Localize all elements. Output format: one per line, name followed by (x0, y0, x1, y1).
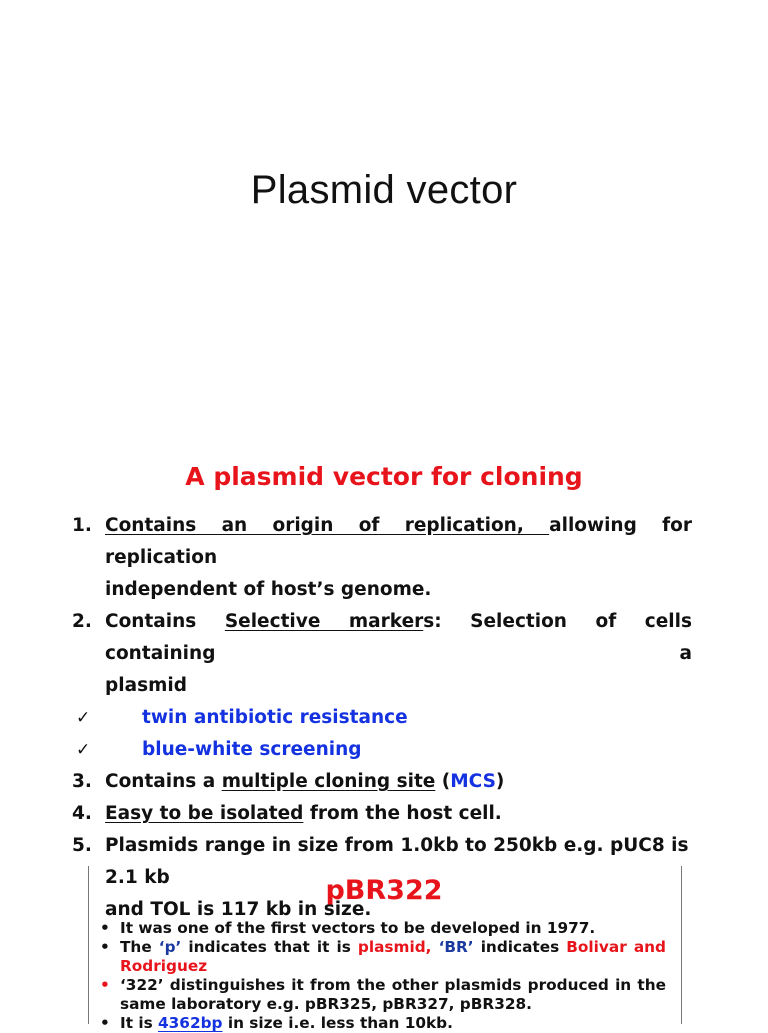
feature-list (72, 510, 692, 926)
check-item (72, 702, 692, 734)
bullet-text: indicates that it is (181, 938, 358, 956)
rodriguez-highlight: Rodriguez (120, 957, 208, 975)
checkmark-icon: ✓ (76, 708, 91, 728)
checkmark-icon: ✓ (76, 740, 91, 760)
bullet-icon: • (100, 919, 110, 937)
bullet-text: indicates (473, 938, 567, 956)
br-highlight: ‘BR’ (431, 938, 474, 956)
item-text: Contains a (105, 771, 222, 792)
list-item (72, 766, 692, 798)
bullet-item (100, 976, 666, 1014)
item-number: 2. (72, 611, 92, 632)
item-text: allowing for replication (105, 515, 692, 568)
item-line (105, 606, 692, 670)
bullet-continuation: same laboratory e.g. pBR325, pBR327, pBR328. (120, 995, 532, 1013)
plasmid-highlight: plasmid, (357, 938, 432, 956)
item-number: 5. (72, 835, 92, 856)
bullet-text: in size i.e. less than 10kb. (222, 1014, 453, 1032)
item-line: Plasmids range in size from 1.0kb to 250kb e.g. pUC8 is 2.1 kb (105, 835, 689, 888)
item-text: s: Selection of cells containing a (105, 611, 692, 664)
item-line (105, 510, 692, 574)
pbr322-heading: pBR322 (325, 875, 443, 906)
bullet-item (100, 919, 666, 938)
item-continuation: independent of host’s genome. (105, 579, 432, 600)
bullet-icon: • (100, 938, 110, 956)
bullet-item (100, 938, 666, 976)
list-item (72, 510, 692, 606)
item-number: 4. (72, 803, 92, 824)
bullet-text: It was one of the first vectors to be developed in 1977. (120, 919, 596, 937)
check-item (72, 734, 692, 766)
item-number: 3. (72, 771, 92, 792)
mcs-abbreviation: MCS (450, 771, 496, 792)
bolivar-highlight: Bolivar and (566, 938, 666, 956)
item-underlined-text: Easy to be isolated (105, 803, 304, 824)
bullet-icon: • (100, 1014, 110, 1032)
item-text: Contains (105, 611, 225, 632)
check-item-text: twin antibiotic resistance (142, 707, 408, 728)
size-highlight: 4362bp (158, 1014, 223, 1032)
item-continuation: and TOL is 117 kb in size. (105, 899, 372, 920)
slide-title: Plasmid vector (250, 168, 518, 212)
list-item (72, 606, 692, 702)
document-heading: A plasmid vector for cloning (185, 462, 583, 491)
bullet-text: It is (120, 1014, 159, 1032)
item-number: 1. (72, 515, 92, 536)
bullet-line (120, 938, 666, 957)
list-item (72, 798, 692, 830)
bullet-text: distinguishes it from the other plasmids produced in the (163, 976, 666, 994)
item-underlined-text: Selective marker (224, 611, 424, 632)
p-highlight: ‘p’ (158, 938, 182, 956)
bullet-text: The (120, 938, 159, 956)
bullet-line (120, 976, 666, 995)
number-highlight: ‘322’ (120, 976, 164, 994)
item-text: from the host cell. (303, 803, 502, 824)
item-text: ( (435, 771, 451, 792)
pbr322-bullet-list (100, 919, 666, 1033)
item-continuation: plasmid (105, 675, 187, 696)
item-underlined-text: Contains an origin of replication, (105, 515, 550, 536)
bullet-icon: • (100, 976, 110, 994)
item-text: ) (495, 771, 505, 792)
check-item-text: blue-white screening (142, 739, 362, 760)
item-underlined-text: multiple cloning site (221, 771, 436, 792)
